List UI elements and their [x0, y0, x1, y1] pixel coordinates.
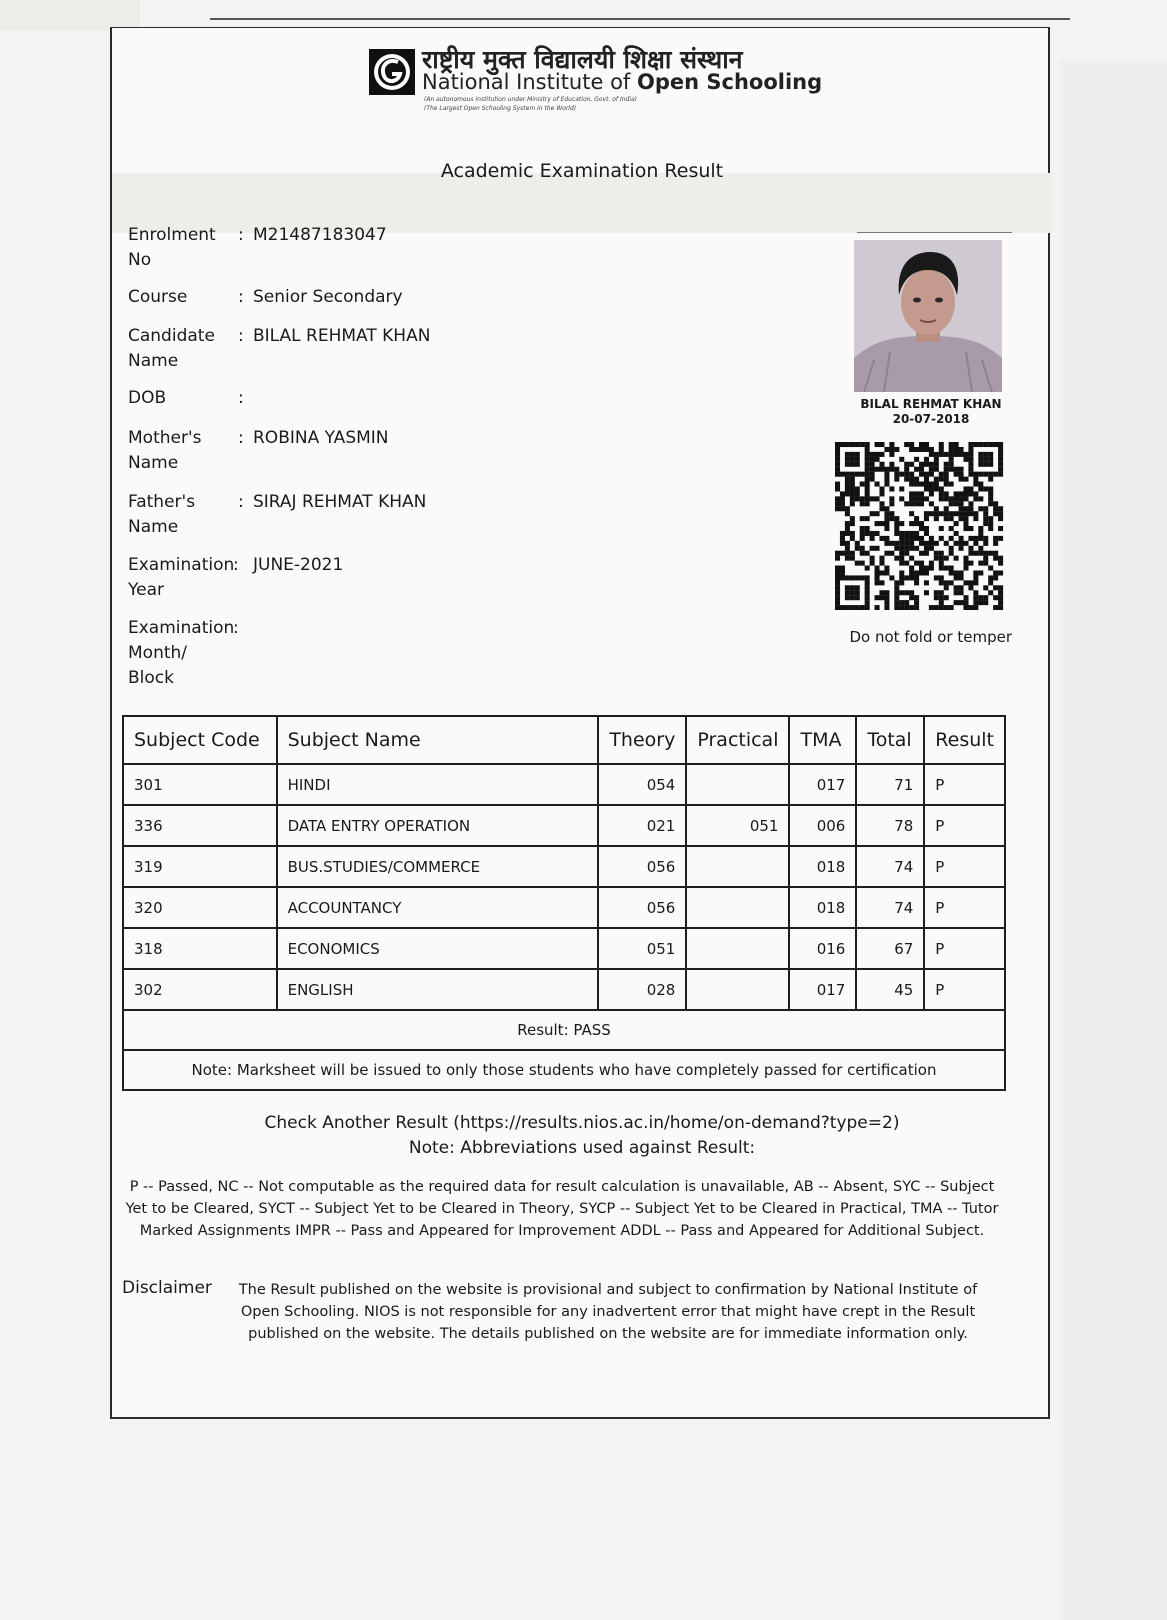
- cell-total: 78: [856, 805, 924, 846]
- father-name-value: SIRAJ REHMAT KHAN: [253, 492, 427, 512]
- top-rule: [210, 18, 1070, 20]
- exam-year-colon: :: [233, 555, 239, 575]
- mother-name-value: ROBINA YASMIN: [253, 428, 389, 448]
- header-result: Result: [924, 716, 1005, 764]
- cell-tma: 018: [789, 887, 856, 928]
- cell-result: P: [924, 969, 1005, 1010]
- photo-caption-name: BILAL REHMAT KHAN: [860, 397, 1002, 411]
- abbreviations-title: Note: Abbreviations used against Result:: [408, 1138, 756, 1158]
- cell-practical: [686, 928, 789, 969]
- candidate-name-value: BILAL REHMAT KHAN: [253, 326, 431, 346]
- cell-total: 45: [856, 969, 924, 1010]
- org-name-bold: Open Schooling: [636, 70, 823, 94]
- enrolment-colon: :: [238, 225, 244, 245]
- cell-subject-code: 301: [123, 764, 277, 805]
- cell-total: 74: [856, 887, 924, 928]
- org-name-english: [422, 70, 822, 94]
- qr-code-icon: [834, 442, 1004, 610]
- candidate-photo: [854, 240, 1002, 392]
- father-name-colon: :: [238, 492, 244, 512]
- disclaimer-text: The Result published on the website is provisional and subject to confirmation by National Institute of Open Schooling. NIOS is not responsible for any inadvertent error that might have crept in the Result published on the website. The details published on the website are for immediate information only.: [238, 1282, 978, 1342]
- dob-colon: :: [238, 388, 244, 408]
- cell-tma: 017: [789, 969, 856, 1010]
- header-practical: Practical: [686, 716, 789, 764]
- nios-logo-icon: [368, 48, 416, 96]
- header-subject-code: Subject Code: [123, 716, 277, 764]
- cell-tma: 017: [789, 764, 856, 805]
- results-table: [122, 715, 1006, 1091]
- cell-theory: 054: [598, 764, 686, 805]
- check-another-result: [112, 1113, 1052, 1133]
- table-row: [123, 846, 1005, 887]
- cell-subject-code: 336: [123, 805, 277, 846]
- marksheet-note-row: [123, 1050, 1005, 1090]
- course-value: Senior Secondary: [253, 287, 403, 307]
- cell-subject-name: ECONOMICS: [277, 928, 599, 969]
- cell-theory: 051: [598, 928, 686, 969]
- header-theory: Theory: [598, 716, 686, 764]
- dob-label: DOB: [128, 388, 167, 408]
- enrolment-label: Enrolment No: [128, 225, 216, 270]
- abbreviations-text: P -- Passed, NC -- Not computable as the required data for result calculation is unavailable, AB -- Absent, SYC -- Subject Yet to be Cleared, SYCT -- Subject Yet to be Cleared in Theory, SYCP -- Subject Yet to be Cleared in Practical, TMA -- Tutor Marked Assignments IMPR -- Pass and Appeared for Improvement ADDL -- Pass and Appeared for Additional Subject.: [125, 1179, 999, 1239]
- cell-practical: [686, 969, 789, 1010]
- father-name-label: Father's Name: [128, 492, 196, 537]
- table-row: [123, 764, 1005, 805]
- disclaimer-label: Disclaimer: [122, 1278, 212, 1298]
- cell-total: 67: [856, 928, 924, 969]
- check-another-result-url: (https://results.nios.ac.in/home/on-demand?type=2): [453, 1113, 900, 1133]
- org-name-prefix: National Institute of: [422, 70, 637, 94]
- photo-caption-date: 20-07-2018: [892, 412, 970, 426]
- exam-block-colon: :: [233, 618, 239, 638]
- marksheet-note: Note: Marksheet will be issued to only those students who have completely passed for certification: [123, 1050, 1005, 1090]
- cell-theory: 056: [598, 846, 686, 887]
- course-label: Course: [128, 287, 188, 307]
- exam-year-label: Examination Year: [128, 555, 235, 600]
- table-header-row: [123, 716, 1005, 764]
- table-row: [123, 928, 1005, 969]
- cell-practical: [686, 846, 789, 887]
- org-subtitle-2: (The Largest Open Schooling System in the World): [424, 105, 577, 112]
- table-row: [123, 969, 1005, 1010]
- cell-tma: 006: [789, 805, 856, 846]
- cell-result: P: [924, 887, 1005, 928]
- check-another-result-link[interactable]: Check Another Result: [264, 1113, 448, 1133]
- cell-result: P: [924, 846, 1005, 887]
- cell-theory: 056: [598, 887, 686, 928]
- cell-practical: [686, 764, 789, 805]
- mother-name-colon: :: [238, 428, 244, 448]
- cell-subject-name: DATA ENTRY OPERATION: [277, 805, 599, 846]
- cell-result: P: [924, 805, 1005, 846]
- exam-year-value: JUNE-2021: [253, 555, 344, 575]
- cell-theory: 028: [598, 969, 686, 1010]
- result-summary-row: [123, 1010, 1005, 1050]
- cell-subject-name: HINDI: [277, 764, 599, 805]
- course-colon: :: [238, 287, 244, 307]
- cell-practical: [686, 887, 789, 928]
- org-subtitle-1: (An autonomous institution under Ministry of Education, Govt. of India): [424, 96, 638, 103]
- cell-result: P: [924, 764, 1005, 805]
- cell-total: 71: [856, 764, 924, 805]
- result-sheet: [110, 27, 1050, 1419]
- mother-name-label: Mother's Name: [128, 428, 202, 473]
- qr-note: Do not fold or temper: [849, 628, 1012, 646]
- candidate-name-label: Candidate Name: [128, 326, 215, 371]
- signature-line: [857, 232, 1012, 233]
- enrolment-value: M21487183047: [253, 225, 387, 245]
- cell-subject-name: ACCOUNTANCY: [277, 887, 599, 928]
- header-tma: TMA: [789, 716, 856, 764]
- cell-subject-name: BUS.STUDIES/COMMERCE: [277, 846, 599, 887]
- cell-subject-name: ENGLISH: [277, 969, 599, 1010]
- cell-subject-code: 319: [123, 846, 277, 887]
- cell-result: P: [924, 928, 1005, 969]
- header-total: Total: [856, 716, 924, 764]
- cell-tma: 016: [789, 928, 856, 969]
- cell-subject-code: 302: [123, 969, 277, 1010]
- exam-block-label: Examination Month/ Block: [128, 618, 235, 688]
- table-row: [123, 887, 1005, 928]
- cell-practical: 051: [686, 805, 789, 846]
- cell-theory: 021: [598, 805, 686, 846]
- org-name-hindi: राष्ट्रीय मुक्त विद्यालयी शिक्षा संस्थान: [422, 45, 743, 74]
- cell-subject-code: 320: [123, 887, 277, 928]
- candidate-portrait-icon: [854, 240, 1002, 392]
- candidate-name-colon: :: [238, 326, 244, 346]
- cell-subject-code: 318: [123, 928, 277, 969]
- table-row: [123, 805, 1005, 846]
- document-title: Academic Examination Result: [440, 160, 724, 182]
- header-subject-name: Subject Name: [277, 716, 599, 764]
- cell-tma: 018: [789, 846, 856, 887]
- cell-total: 74: [856, 846, 924, 887]
- result-summary: Result: PASS: [123, 1010, 1005, 1050]
